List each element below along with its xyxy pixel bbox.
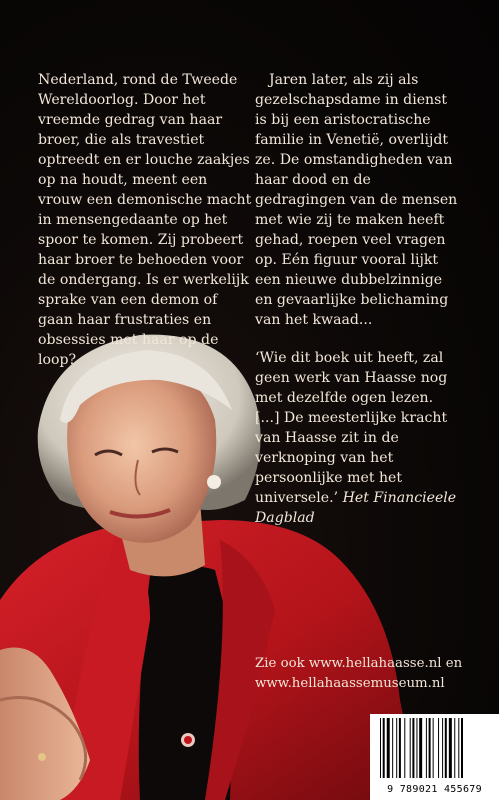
barcode-bar xyxy=(392,718,393,778)
barcode-bar xyxy=(458,718,459,778)
review-quote xyxy=(255,348,460,528)
website-link-line-2: www.hellahaassemuseum.nl xyxy=(255,676,445,691)
website-link-line-1: Zie ook www.hellahaasse.nl en xyxy=(255,656,463,671)
quote-text: ‘Wie dit boek uit heeft, zal geen werk van Haasse nog met dezelfde ogen lezen. [...] De meesterlijke kracht van Haasse zit in de verknoping van het persoonlijke met het universele.’ xyxy=(255,350,448,506)
synopsis-column-left xyxy=(38,70,253,370)
barcode-bar xyxy=(380,718,381,778)
barcode-bar xyxy=(383,718,385,778)
barcode-bar xyxy=(416,718,417,778)
barcode xyxy=(370,714,499,800)
barcode-bar xyxy=(461,718,463,778)
barcode-bar xyxy=(454,718,455,778)
barcode-bar xyxy=(419,718,422,778)
barcode-bar xyxy=(449,718,452,778)
synopsis-column-right xyxy=(255,70,460,528)
barcode-bar xyxy=(438,718,439,778)
barcode-bar xyxy=(399,718,401,778)
website-links xyxy=(255,654,462,694)
barcode-bar xyxy=(387,718,390,778)
barcode-bar xyxy=(442,718,443,778)
barcode-bar xyxy=(412,718,414,778)
barcode-bar xyxy=(445,718,447,778)
barcode-bar xyxy=(410,718,411,778)
isbn-number: 9 789021 455679 xyxy=(387,784,482,795)
synopsis-paragraph-continued: Jaren later, als zij als gezelschapsdame in dienst is bij een aristocratische familie in Venetië, overlijdt ze. De omstandigheden van haar dood en de gedragingen van de mensen met wie zij te maken heeft gehad, roepen veel vragen op. Eén figuur vooral lijkt een nieuwe dubbelzinnige en gevaarlijke belichaming van het kwaad... xyxy=(255,72,458,328)
quote-source: Het Financieele Dagblad xyxy=(255,490,457,526)
barcode-bar xyxy=(433,718,434,778)
barcode-bars xyxy=(380,718,492,778)
barcode-bar xyxy=(429,718,431,778)
synopsis-paragraph: Nederland, rond de Tweede Wereldoorlog. Door het vreemde gedrag van haar broer, die als travestiet optreedt en er louche zaakjes op na houdt, meent een vrouw een demonische macht in mensengedaante op het spoor te komen. Zij probeert haar broer te behoeden voor de ondergang. Is er werkelijk sprake van een demon of gaan haar frustraties en obsessies met haar op de loop? xyxy=(38,72,252,368)
barcode-bar xyxy=(404,718,405,778)
barcode-bar xyxy=(396,718,397,778)
barcode-bar xyxy=(426,718,427,778)
